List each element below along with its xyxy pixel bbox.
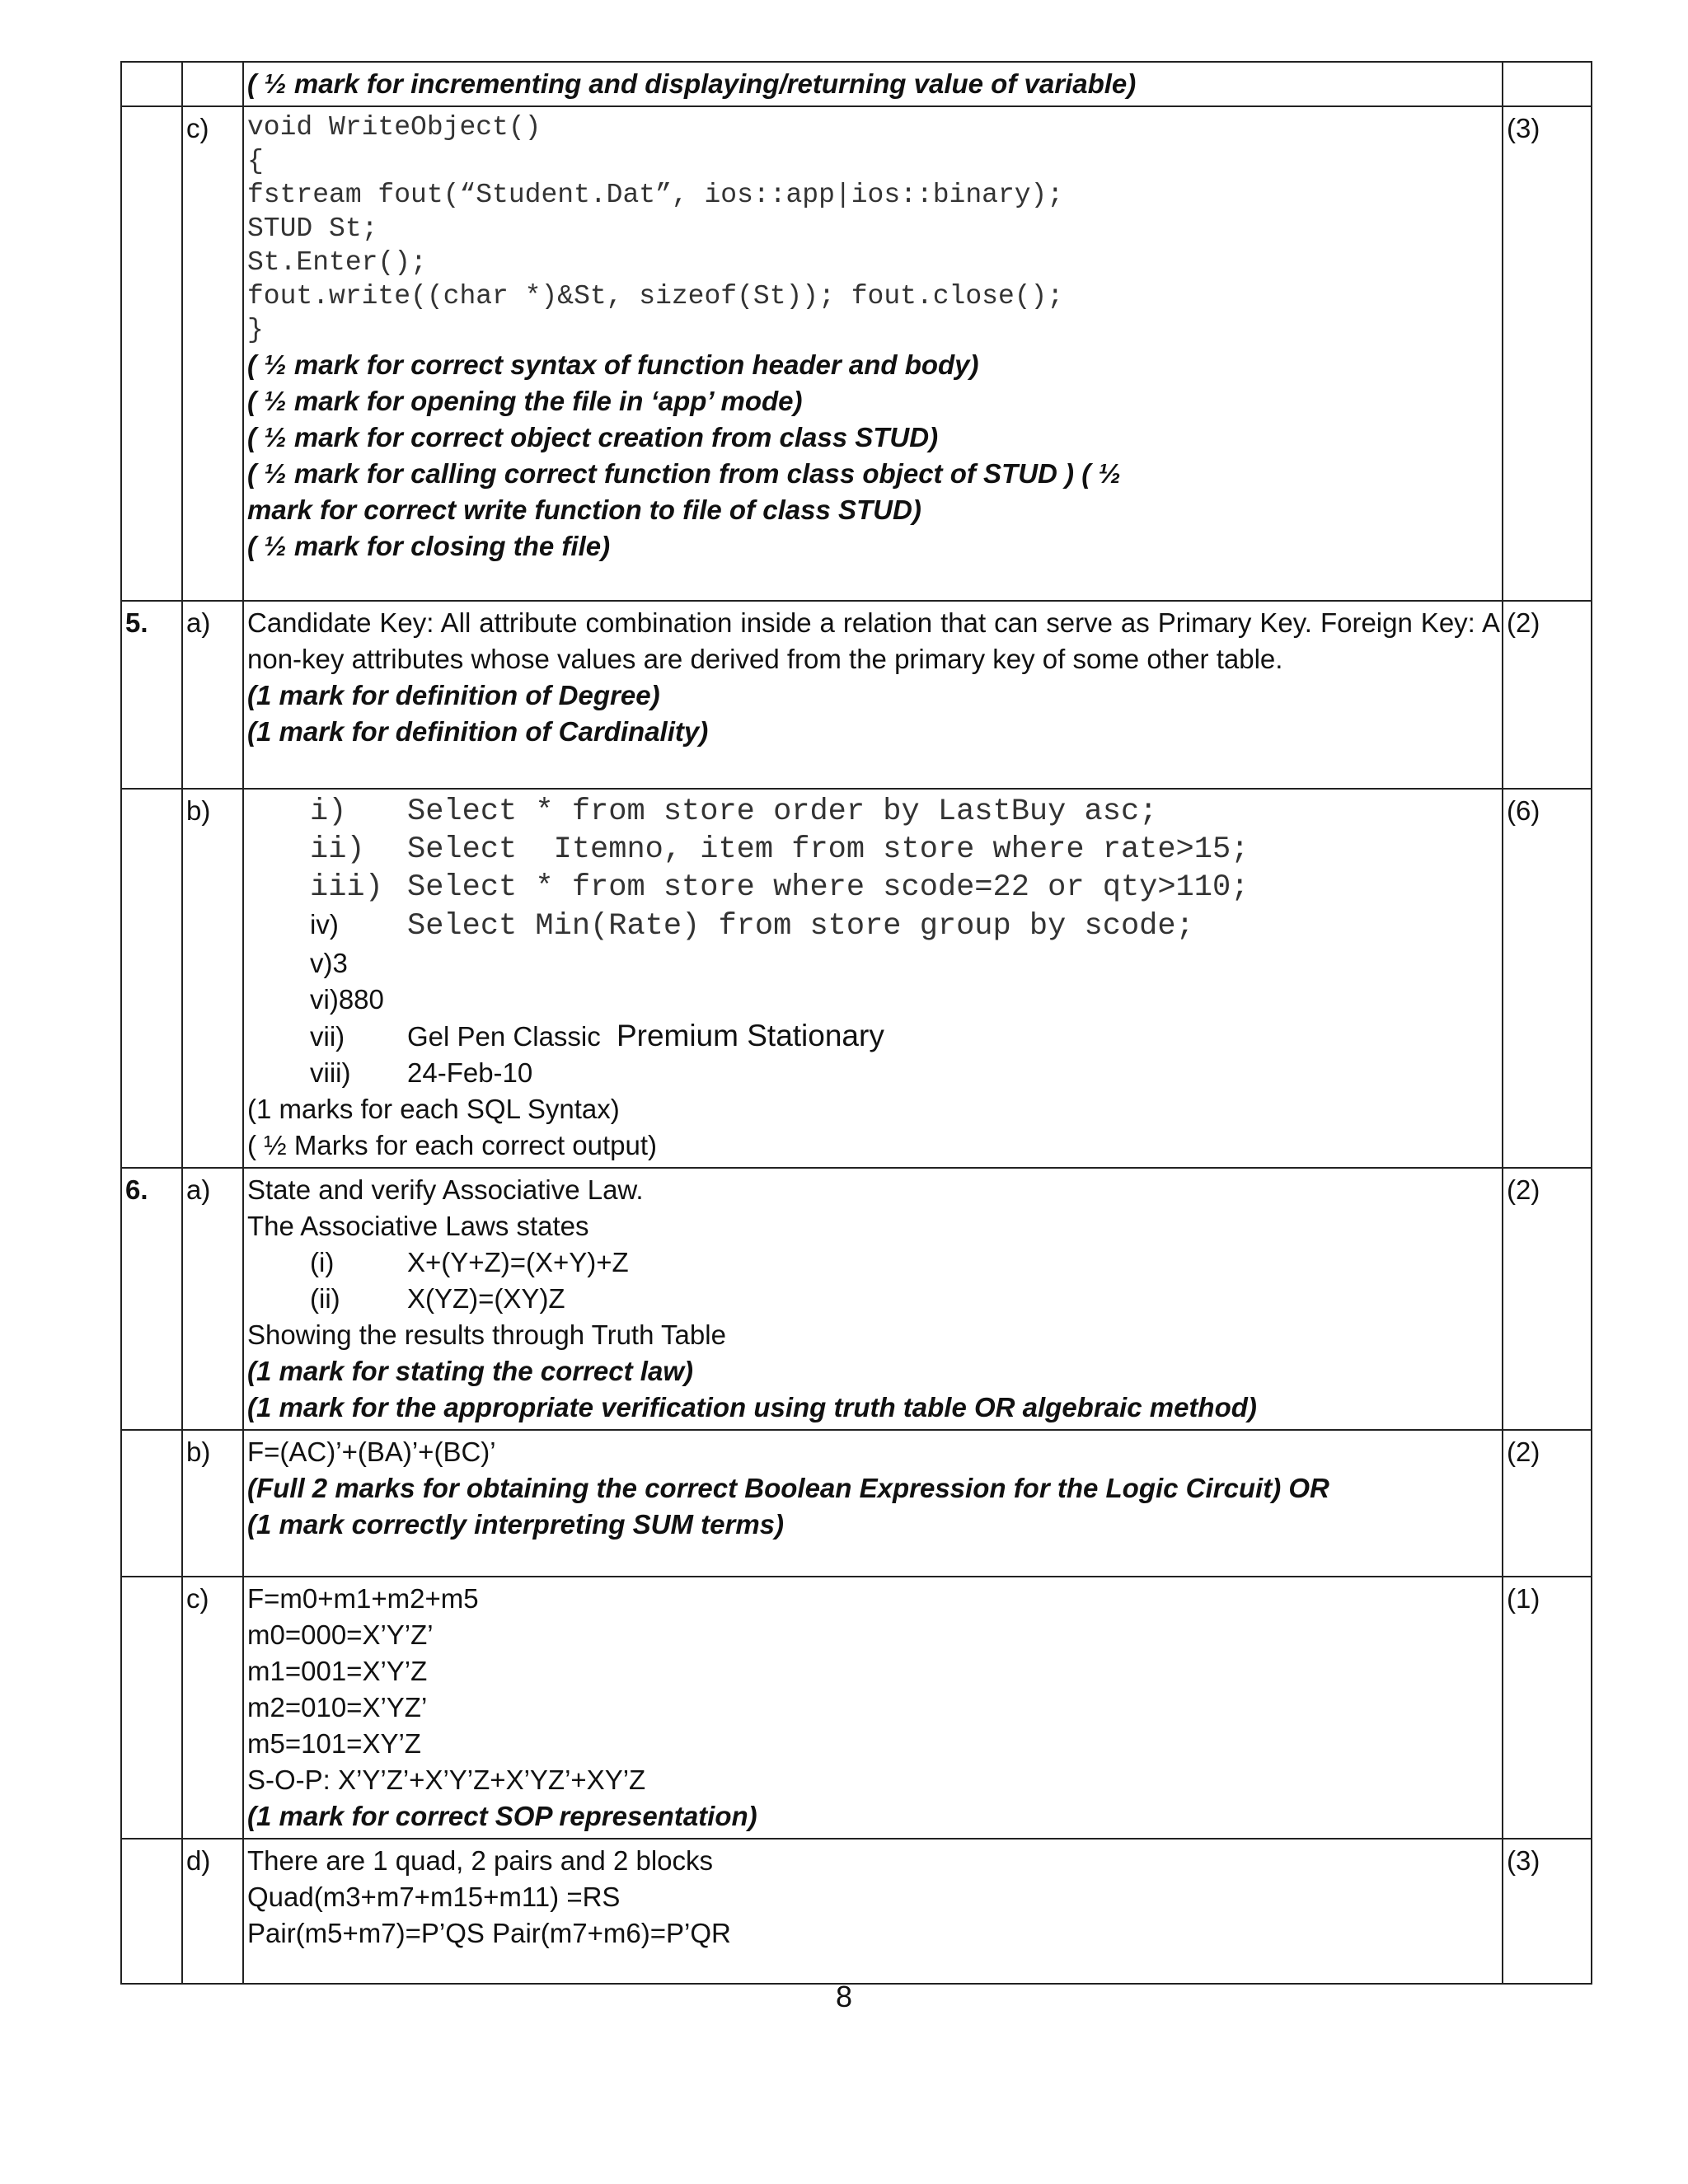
question-number-cell bbox=[121, 62, 182, 106]
answer-text: Candidate Key: All attribute combination inside a relation that can serve as Primary Key. Foreign Key: A non-key attributes whose values are derived from the primary key of some other table. bbox=[247, 607, 1500, 674]
marks-cell: (6) bbox=[1503, 789, 1592, 1168]
answer-text: Showing the results through Truth Table bbox=[247, 1319, 726, 1350]
table-row bbox=[121, 62, 1592, 106]
marking-note: (1 mark for definition of Degree) bbox=[247, 680, 660, 710]
code-line: fstream fout(“Student.Dat”, ios::app|ios::binary); bbox=[247, 180, 1064, 210]
sql-query-item bbox=[310, 907, 1500, 945]
output-value: 24-Feb-10 bbox=[407, 1057, 533, 1088]
law-expression: X(YZ)=(XY)Z bbox=[407, 1283, 565, 1314]
marks-cell: (2) bbox=[1503, 601, 1592, 789]
marking-note: (1 mark for the appropriate verification using truth table OR algebraic method) bbox=[247, 1392, 1257, 1422]
sql-query-item bbox=[310, 793, 1500, 831]
question-number-cell bbox=[121, 789, 182, 1168]
sql-query-item bbox=[310, 869, 1500, 907]
table-row bbox=[121, 789, 1592, 1168]
marking-note: (1 marks for each SQL Syntax) bbox=[247, 1094, 620, 1124]
answer-cell bbox=[243, 789, 1503, 1168]
marking-note: ( ½ mark for opening the file in ‘app’ mode) bbox=[247, 386, 803, 416]
answer-text: m2=010=X’YZ’ bbox=[247, 1692, 428, 1722]
table-row bbox=[121, 106, 1592, 601]
item-label: (ii) bbox=[310, 1283, 340, 1314]
answer-text: m0=000=X’Y’Z’ bbox=[247, 1619, 434, 1650]
marking-note: ( ½ mark for calling correct function from class object of STUD ) ( ½ bbox=[247, 458, 1121, 489]
sub-part-cell: b) bbox=[182, 789, 243, 1168]
code-line: void WriteObject() bbox=[247, 112, 542, 143]
sub-part-cell: a) bbox=[182, 601, 243, 789]
marking-note: mark for correct write function to file of class STUD) bbox=[247, 494, 921, 525]
marking-note: ( ½ mark for closing the file) bbox=[247, 531, 611, 561]
marking-scheme-table bbox=[120, 61, 1592, 1985]
marks-cell: (1) bbox=[1503, 1577, 1592, 1839]
answer-text: Quad(m3+m7+m15+m11) =RS bbox=[247, 1882, 621, 1912]
marks-cell: (3) bbox=[1503, 1839, 1592, 1984]
answer-text: m1=001=X’Y’Z bbox=[247, 1656, 428, 1686]
question-number-cell bbox=[121, 1839, 182, 1984]
marks-cell bbox=[1503, 62, 1592, 106]
output-value: vi)880 bbox=[310, 984, 384, 1015]
answer-text: The Associative Laws states bbox=[247, 1211, 589, 1241]
output-value: Gel Pen Classic bbox=[407, 1021, 601, 1052]
answer-cell bbox=[243, 1577, 1503, 1839]
output-value: v)3 bbox=[310, 948, 348, 978]
table-row bbox=[121, 1839, 1592, 1984]
question-number-cell bbox=[121, 106, 182, 601]
question-number-cell: 5. bbox=[121, 601, 182, 789]
question-number-cell bbox=[121, 1430, 182, 1577]
item-label: iv) bbox=[310, 909, 339, 940]
table-row bbox=[121, 1430, 1592, 1577]
sql-query: Select * from store where scode=22 or qty>110; bbox=[407, 870, 1250, 905]
sub-part-cell: c) bbox=[182, 106, 243, 601]
code-line: } bbox=[247, 315, 264, 345]
table-row bbox=[121, 601, 1592, 789]
sub-part-cell: d) bbox=[182, 1839, 243, 1984]
marking-note: (1 mark for correct SOP representation) bbox=[247, 1801, 757, 1831]
sub-part-cell: a) bbox=[182, 1168, 243, 1430]
answer-text: F=(AC)’+(BA)’+(BC)’ bbox=[247, 1436, 496, 1467]
item-label: vii) bbox=[310, 1021, 345, 1052]
sub-part-cell bbox=[182, 62, 243, 106]
question-number-cell: 6. bbox=[121, 1168, 182, 1430]
code-line: STUD St; bbox=[247, 213, 378, 244]
marking-note: (Full 2 marks for obtaining the correct Boolean Expression for the Logic Circuit) OR bbox=[247, 1473, 1329, 1503]
sql-query: Select * from store order by LastBuy asc; bbox=[407, 794, 1158, 829]
answer-cell bbox=[243, 601, 1503, 789]
output-item bbox=[310, 1055, 1500, 1091]
marking-note: ( ½ mark for correct syntax of function header and body) bbox=[247, 349, 979, 380]
sql-query: Select Itemno, item from store where rate>15; bbox=[407, 832, 1250, 867]
item-label: (i) bbox=[310, 1247, 335, 1277]
output-value: Premium Stationary bbox=[616, 1019, 884, 1052]
code-line: St.Enter(); bbox=[247, 247, 427, 278]
marking-note: ( ½ mark for correct object creation from class STUD) bbox=[247, 422, 939, 452]
sql-query: Select Min(Rate) from store group by scode; bbox=[407, 909, 1194, 944]
marking-note: (1 mark for definition of Cardinality) bbox=[247, 716, 709, 747]
law-expression: X+(Y+Z)=(X+Y)+Z bbox=[407, 1247, 629, 1277]
output-item bbox=[310, 1018, 1500, 1055]
code-line: { bbox=[247, 146, 264, 176]
answer-text: State and verify Associative Law. bbox=[247, 1174, 644, 1205]
marking-note: ( ½ mark for incrementing and displaying/returning value of variable) bbox=[247, 68, 1137, 99]
question-number-cell bbox=[121, 1577, 182, 1839]
marks-cell: (2) bbox=[1503, 1168, 1592, 1430]
answer-text: m5=101=XY’Z bbox=[247, 1728, 421, 1759]
item-label: i) bbox=[310, 794, 347, 829]
item-label: viii) bbox=[310, 1057, 351, 1088]
sub-part-cell: c) bbox=[182, 1577, 243, 1839]
sql-query-item bbox=[310, 831, 1500, 869]
table-row bbox=[121, 1577, 1592, 1839]
page-number: 8 bbox=[835, 1980, 853, 2013]
table-row bbox=[121, 1168, 1592, 1430]
marks-cell: (2) bbox=[1503, 1430, 1592, 1577]
answer-text: F=m0+m1+m2+m5 bbox=[247, 1583, 479, 1614]
law-item bbox=[310, 1244, 1500, 1281]
answer-cell bbox=[243, 1430, 1503, 1577]
answer-text: There are 1 quad, 2 pairs and 2 blocks bbox=[247, 1845, 714, 1876]
answer-text: S-O-P: X’Y’Z’+X’Y’Z+X’YZ’+XY’Z bbox=[247, 1765, 646, 1795]
item-label: iii) bbox=[310, 870, 383, 905]
law-item bbox=[310, 1281, 1500, 1317]
sub-part-cell: b) bbox=[182, 1430, 243, 1577]
marking-note: (1 mark for stating the correct law) bbox=[247, 1356, 693, 1386]
answer-cell bbox=[243, 62, 1503, 106]
marking-note: ( ½ Marks for each correct output) bbox=[247, 1130, 658, 1160]
code-line: fout.write((char *)&St, sizeof(St)); fout.close(); bbox=[247, 281, 1064, 312]
item-label: ii) bbox=[310, 832, 365, 867]
marks-cell: (3) bbox=[1503, 106, 1592, 601]
marking-note: (1 mark correctly interpreting SUM terms) bbox=[247, 1509, 785, 1540]
answer-cell bbox=[243, 106, 1503, 601]
answer-text: Pair(m5+m7)=P’QS Pair(m7+m6)=P’QR bbox=[247, 1918, 731, 1948]
answer-cell bbox=[243, 1839, 1503, 1984]
answer-cell bbox=[243, 1168, 1503, 1430]
